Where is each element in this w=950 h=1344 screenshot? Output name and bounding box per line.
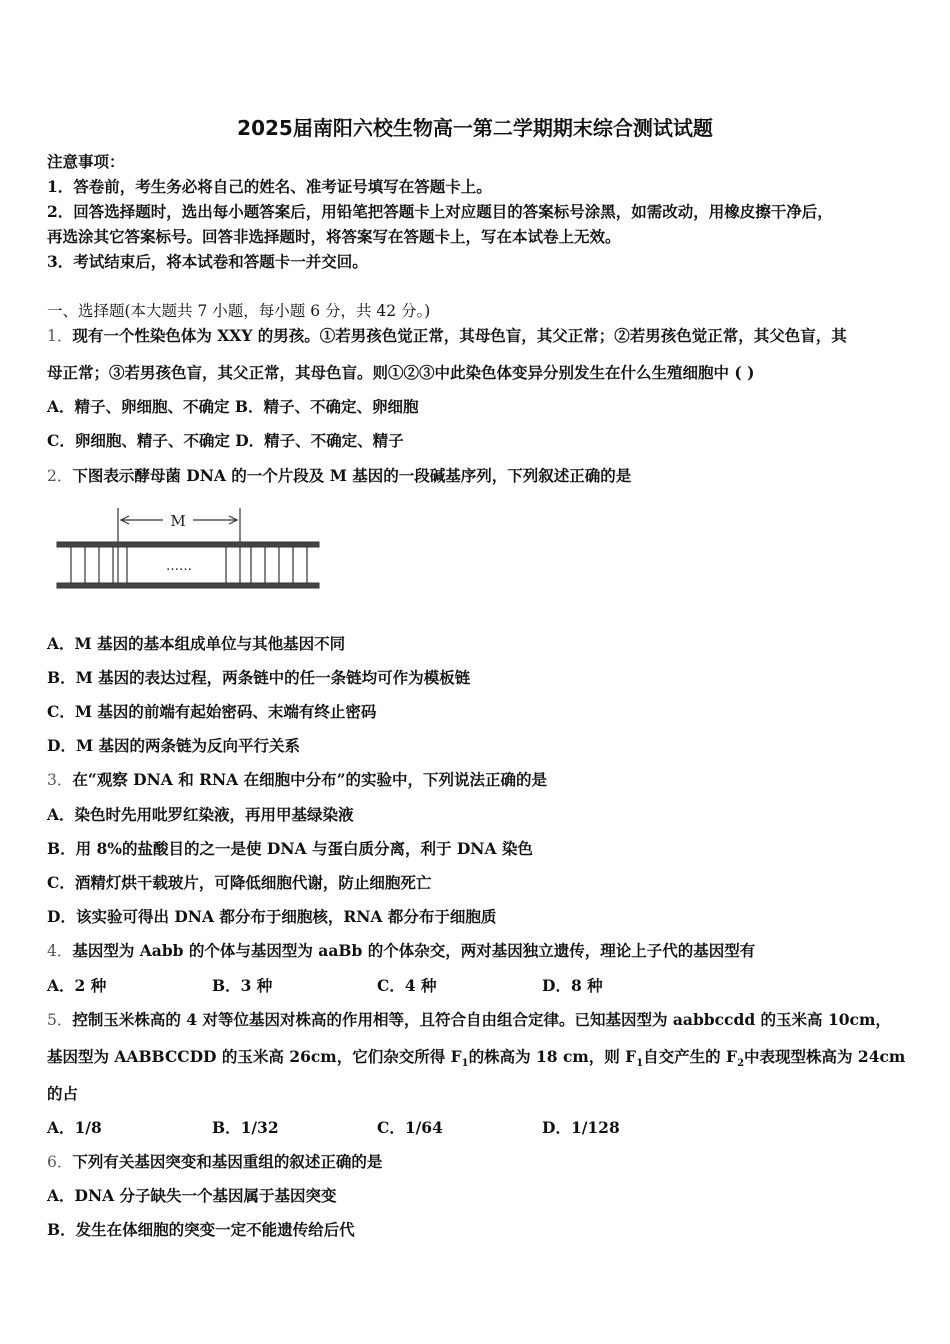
question-4-number: 4． (47, 942, 73, 960)
question-5-option-b: B．1/32 (212, 1118, 279, 1137)
question-4-stem: 4．基因型为 Aabb 的个体与基因型为 aaBb 的个体杂交，两对基因独立遗传，理论上子代的基因型有 (47, 941, 756, 960)
question-6-number: 6． (47, 1153, 73, 1171)
question-5-line-2: 基因型为 AABBCCDD 的玉米高 26cm，它们杂交所得 $F_1$的株高为 18 cm，则 $F_1$自交产生的 $F_2$中表现型株高为 24cm (47, 1047, 906, 1070)
dna-strand-bottom (57, 583, 319, 588)
question-5-line-3: 的占 (47, 1084, 79, 1103)
question-5-line-1: 5．控制玉米株高的 4 对等位基因对株高的作用相等，且符合自由组合定律。已知基因型为 aabbccdd 的玉米高 10cm， (47, 1010, 891, 1029)
question-2-option-b: B．M 基因的表达过程，两条链中的任一条链均可作为模板链 (47, 668, 471, 687)
m-gene-label: M (170, 512, 186, 530)
question-2-option-a: A．M 基因的基本组成单位与其他基因不同 (47, 634, 346, 653)
notice-item-2: 2．回答选择题时，选出每小题答案后，用铅笔把答题卡上对应题目的答案标号涂黑，如需改动，用橡皮擦干净后， (47, 202, 833, 221)
question-6-option-a: A．DNA 分子缺失一个基因属于基因突变 (47, 1186, 337, 1205)
question-4-option-d: D．8 种 (542, 976, 603, 995)
question-4-option-a: A．2 种 (47, 976, 107, 995)
question-5-option-d: D．1/128 (542, 1118, 620, 1137)
question-5-number: 5． (47, 1011, 73, 1029)
question-1-line-1: 1．现有一个性染色体为 XXY 的男孩。①若男孩色觉正常，其母色盲，其父正常；②若男孩色觉正常，其父色盲，其 (47, 326, 847, 345)
question-1-options-cd: C．卵细胞、精子、不确定 D．精子、不确定、精子 (47, 431, 404, 450)
question-5-option-a: A．1/8 (47, 1118, 102, 1137)
dna-strand-top (57, 542, 319, 547)
section-heading: 一、选择题(本大题共 7 小题，每小题 6 分，共 42 分。) (47, 302, 431, 320)
notice-item-2-cont: 再选涂其它答案标号。回答非选择题时，将答案写在答题卡上，写在本试卷上无效。 (47, 227, 621, 246)
question-3-stem: 3．在“观察 DNA 和 RNA 在细胞中分布”的实验中，下列说法正确的是 (47, 770, 548, 789)
question-3-option-b: B．用 8%的盐酸目的之一是使 DNA 与蛋白质分离，利于 DNA 染色 (47, 839, 533, 858)
question-4-option-c: C．4 种 (377, 976, 437, 995)
page-title: 2025届南阳六校生物高一第二学期期末综合测试试题 (237, 116, 713, 140)
question-2-stem: 2．下图表示酵母菌 DNA 的一个片段及 M 基因的一段碱基序列，下列叙述正确的是 (47, 466, 632, 485)
notice-item-3: 3．考试结束后，将本试卷和答题卡一并交回。 (47, 252, 368, 271)
question-2-option-c: C．M 基因的前端有起始密码、末端有终止密码 (47, 702, 377, 721)
question-3-option-d: D．该实验可得出 DNA 都分布于细胞核，RNA 都分布于细胞质 (47, 907, 497, 926)
question-6-option-b: B．发生在体细胞的突变一定不能遗传给后代 (47, 1220, 355, 1239)
question-4-option-b: B．3 种 (212, 976, 273, 995)
question-1-line-2: 母正常；③若男孩色盲，其父正常，其母色盲。则①②③中此染色体变异分别发生在什么生殖细胞中 ( ) (47, 363, 755, 382)
figure-ellipsis: …… (166, 559, 192, 574)
question-2-number: 2． (47, 467, 73, 485)
question-1-options-ab: A．精子、卵细胞、不确定 B．精子、不确定、卵细胞 (47, 397, 419, 416)
question-5-option-c: C．1/64 (377, 1118, 443, 1137)
question-3-option-a: A．染色时先用吡罗红染液，再用甲基绿染液 (47, 805, 354, 824)
question-3-number: 3． (47, 771, 73, 789)
notice-item-1: 1．答卷前，考生务必将自己的姓名、准考证号填写在答题卡上。 (47, 177, 492, 196)
notice-heading: 注意事项： (47, 152, 125, 171)
dna-fragment-figure (55, 502, 325, 594)
question-1-number: 1． (47, 327, 73, 345)
question-6-stem: 6．下列有关基因突变和基因重组的叙述正确的是 (47, 1152, 383, 1171)
question-2-option-d: D．M 基因的两条链为反向平行关系 (47, 736, 300, 755)
question-3-option-c: C．酒精灯烘干载玻片，可降低细胞代谢，防止细胞死亡 (47, 873, 432, 892)
